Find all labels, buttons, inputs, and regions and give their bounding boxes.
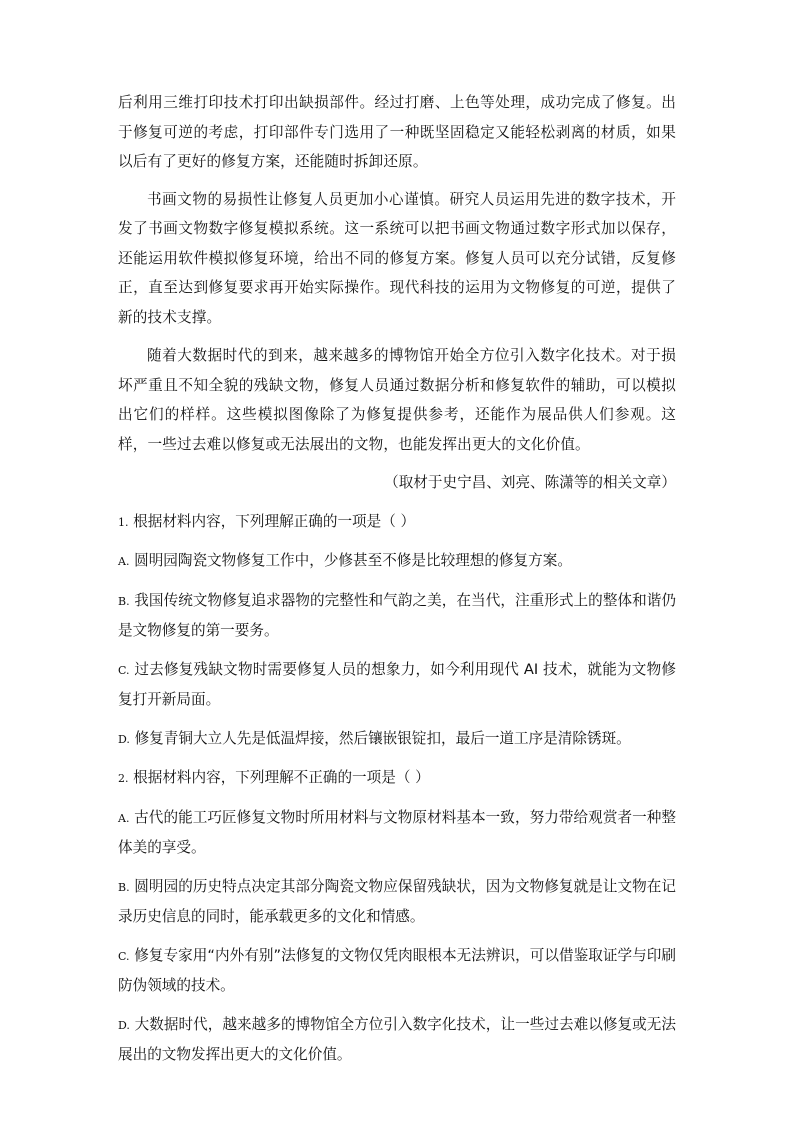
question-2-option-d[interactable]: [118, 1010, 676, 1070]
option-text: 我国传统文物修复追求器物的完整性和气韵之美，在当代，注重形式上的整体和谐仍是文物修复的第一要务。: [118, 591, 676, 639]
option-text: 大数据时代，越来越多的博物馆全方位引入数字化技术，让一些过去难以修复或无法展出的文物发挥出更大的文化价值。: [118, 1015, 676, 1063]
option-text: 修复专家用“内外有别”法修复的文物仅凭肉眼根本无法辨识，可以借鉴取证学与印刷防伪领域的技术。: [118, 946, 677, 994]
option-mark: C.: [118, 949, 130, 963]
option-mark: C.: [118, 663, 130, 677]
passage-paragraph-1: 后利用三维打印技术打印出缺损部件。经过打磨、上色等处理，成功完成了修复。出于修复可逆的考虑，打印部件专门选用了一种既坚固稳定又能轻松剥离的材质，如果以后有了更好的修复方案，还能随时拆卸还原。: [118, 94, 676, 170]
option-text: 修复青铜大立人先是低温焊接，然后镶嵌银锭扣，最后一道工序是清除锈斑。: [134, 729, 631, 747]
question-1-option-a[interactable]: [118, 546, 676, 577]
question-2-option-c[interactable]: [118, 941, 676, 1001]
option-text: 圆明园陶瓷文物修复工作中，少修甚至不修是比较理想的修复方案。: [134, 552, 572, 569]
option-mark: A.: [118, 555, 130, 568]
option-text: 古代的能工巧匠修复文物时所用材料与文物原材料基本一致，努力带给观赏者一种整体美的享受。: [118, 808, 676, 856]
option-mark: A.: [118, 811, 130, 825]
option-text: 过去修复残缺文物时需要修复人员的想象力，如今利用现代 AI 技术，就能为文物修复打开新局面。: [118, 660, 676, 708]
question-2-option-a[interactable]: [118, 803, 676, 863]
option-text: 圆明园的历史特点决定其部分陶瓷文物应保留残缺状，因为文物修复就是让文物在记录历史信息的同时，能承载更多的文化和情感。: [118, 877, 676, 925]
question-2: [118, 763, 676, 794]
question-number: 1.: [118, 515, 129, 529]
question-1-option-b[interactable]: [118, 586, 676, 646]
question-1: [118, 507, 676, 538]
question-2-option-b[interactable]: [118, 872, 676, 932]
option-mark: B.: [118, 880, 130, 894]
option-mark: D.: [118, 1018, 130, 1032]
question-stem: 根据材料内容，下列理解不正确的一项是（ ）: [133, 769, 430, 786]
passage-paragraph-2: 书画文物的易损性让修复人员更加小心谨慎。研究人员运用先进的数字技术，开发了书画文物数字修复模拟系统。这一系统可以把书画文物通过数字形式加以保存，还能运用软件模拟修复环境，给出不同的修复方案。修复人员可以充分试错，反复修正，直至达到修复要求再开始实际操作。现代科技的运用为文物修复的可逆，提供了新的技术支撑。: [118, 190, 676, 326]
option-mark: D.: [118, 732, 130, 746]
question-stem: 根据材料内容，下列理解正确的一项是（ ）: [133, 512, 416, 530]
question-number: 2.: [118, 772, 129, 785]
question-1-option-c[interactable]: [118, 655, 676, 715]
question-1-option-d[interactable]: [118, 724, 676, 755]
passage-paragraph-3: 随着大数据时代的到来，越来越多的博物馆开始全方位引入数字化技术。对于损坏严重且不知全貌的残缺文物，修复人员通过数据分析和修复软件的辅助，可以模拟出它们的样样。这些模拟图像除了为修复提供参考，还能作为展品供人们参观。这样，一些过去难以修复或无法展出的文物，也能发挥出更大的文化价值。: [118, 347, 676, 453]
option-mark: B.: [118, 594, 130, 608]
document-page: [118, 88, 676, 1070]
source-citation: （取材于史宁昌、刘亮、陈潇等的相关文章）: [384, 474, 676, 491]
